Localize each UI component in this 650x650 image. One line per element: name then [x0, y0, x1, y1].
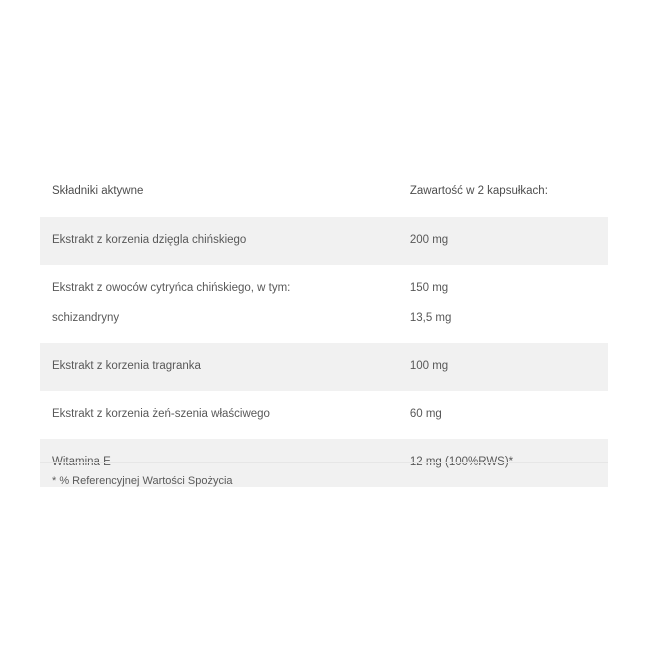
ingredient-amount-main: 150 mg — [409, 281, 449, 294]
table-row — [40, 343, 608, 391]
ingredient-name-sub: schizandryny — [52, 312, 120, 325]
table-header — [40, 167, 608, 217]
cell-ingredient-amount: 100 mg — [398, 343, 608, 391]
table-header-row — [40, 167, 608, 217]
ingredient-name-main: Ekstrakt z owoców cytryńca chińskiego, w tym: — [52, 281, 291, 294]
cell-ingredient-amount: 200 mg — [398, 217, 608, 265]
cell-ingredient-amount — [398, 265, 608, 344]
cell-ingredient-amount: 60 mg — [398, 391, 608, 439]
column-header-ingredients: Składniki aktywne — [40, 167, 398, 217]
cell-ingredient-name — [40, 265, 398, 344]
ingredient-amount-sub: 13,5 mg — [409, 312, 452, 325]
table-row — [40, 391, 608, 439]
cell-ingredient-name: Ekstrakt z korzenia żeń-szenia właściwego — [40, 391, 398, 439]
table-body — [40, 217, 608, 487]
cell-ingredient-amount: 12 mg (100%RWS)* — [398, 439, 608, 487]
cell-ingredient-name: Ekstrakt z korzenia tragranka — [40, 343, 398, 391]
ingredients-table — [40, 167, 608, 487]
table-footnote: * % Referencyjnej Wartości Spożycia — [40, 462, 608, 487]
cell-ingredient-name: Ekstrakt z korzenia dzięgla chińskiego — [40, 217, 398, 265]
table-row — [40, 265, 608, 344]
cell-ingredient-name: Witamina E — [40, 439, 398, 487]
table-row — [40, 217, 608, 265]
column-header-amount: Zawartość w 2 kapsułkach: — [398, 167, 608, 217]
ingredients-table-container — [40, 167, 608, 487]
